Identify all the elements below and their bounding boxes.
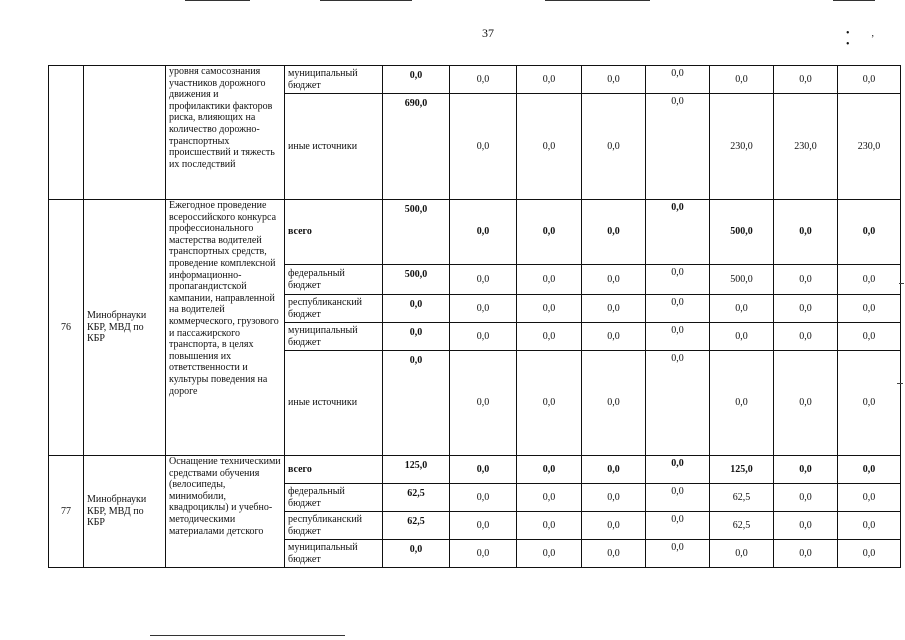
year-value-cell: 0,0 xyxy=(517,265,582,295)
year-value-cell: 0,0 xyxy=(517,200,582,265)
year-value-cell: 0,0 xyxy=(582,512,646,540)
year-value-cell: 0,0 xyxy=(450,351,517,456)
table-row xyxy=(49,456,901,484)
funding-source-cell: муниципальный бюджет xyxy=(285,66,383,94)
year-value-cell: 0,0 xyxy=(517,295,582,323)
year-value-cell: 0,0 xyxy=(774,66,838,94)
funding-source-cell: муниципальный бюджет xyxy=(285,323,383,351)
year-value-cell: 0,0 xyxy=(838,295,901,323)
year-value-cell: 0,0 xyxy=(582,265,646,295)
funding-source-cell: всего xyxy=(285,200,383,265)
table-body xyxy=(49,66,901,568)
total-value-cell: 125,0 xyxy=(383,456,450,484)
funding-table xyxy=(48,65,901,568)
year-value-cell: 0,0 xyxy=(646,512,710,540)
executor-cell xyxy=(84,66,166,200)
year-value-cell: 0,0 xyxy=(646,265,710,295)
year-value-cell: 0,0 xyxy=(517,351,582,456)
margin-tick-1 xyxy=(899,283,904,284)
total-value-cell: 62,5 xyxy=(383,512,450,540)
year-value-cell: 0,0 xyxy=(450,200,517,265)
row-number xyxy=(49,66,84,200)
year-value-cell: 0,0 xyxy=(450,456,517,484)
year-value-cell: 0,0 xyxy=(838,456,901,484)
corner-marks: •, • xyxy=(846,28,897,50)
year-value-cell: 0,0 xyxy=(646,351,710,456)
total-value-cell: 0,0 xyxy=(383,66,450,94)
year-value-cell: 0,0 xyxy=(838,200,901,265)
year-value-cell: 0,0 xyxy=(582,295,646,323)
year-value-cell: 0,0 xyxy=(582,456,646,484)
top-rule-right xyxy=(545,0,650,1)
total-value-cell: 500,0 xyxy=(383,200,450,265)
year-value-cell: 0,0 xyxy=(450,540,517,568)
year-value-cell: 0,0 xyxy=(710,351,774,456)
year-value-cell: 230,0 xyxy=(710,94,774,200)
funding-source-cell: республиканский бюджет xyxy=(285,512,383,540)
total-value-cell: 62,5 xyxy=(383,484,450,512)
year-value-cell: 0,0 xyxy=(517,323,582,351)
year-value-cell: 0,0 xyxy=(838,512,901,540)
year-value-cell: 0,0 xyxy=(774,456,838,484)
year-value-cell: 0,0 xyxy=(774,512,838,540)
year-value-cell: 0,0 xyxy=(774,200,838,265)
year-value-cell: 0,0 xyxy=(646,456,710,484)
total-value-cell: 0,0 xyxy=(383,323,450,351)
total-value-cell: 500,0 xyxy=(383,265,450,295)
funding-source-cell: муниципальный бюджет xyxy=(285,540,383,568)
year-value-cell: 0,0 xyxy=(582,94,646,200)
funding-source-cell: иные источники xyxy=(285,351,383,456)
description-cell: уровня самосознания участников дорожного движения и профилактики факторов риска, влияющих на количество дорожно-транспортных происшествий и тяжесть их последствий xyxy=(166,66,285,200)
year-value-cell: 0,0 xyxy=(838,265,901,295)
page-number: 37 xyxy=(482,26,494,40)
row-number: 77 xyxy=(49,456,84,568)
year-value-cell: 0,0 xyxy=(774,295,838,323)
year-value-cell: 0,0 xyxy=(646,540,710,568)
year-value-cell: 0,0 xyxy=(517,512,582,540)
year-value-cell: 0,0 xyxy=(646,66,710,94)
year-value-cell: 0,0 xyxy=(450,66,517,94)
year-value-cell: 0,0 xyxy=(774,323,838,351)
year-value-cell: 0,0 xyxy=(517,540,582,568)
year-value-cell: 0,0 xyxy=(582,66,646,94)
year-value-cell: 0,0 xyxy=(450,484,517,512)
year-value-cell: 0,0 xyxy=(774,351,838,456)
year-value-cell: 62,5 xyxy=(710,484,774,512)
year-value-cell: 0,0 xyxy=(646,94,710,200)
year-value-cell: 0,0 xyxy=(710,66,774,94)
year-value-cell: 0,0 xyxy=(582,484,646,512)
year-value-cell: 0,0 xyxy=(838,323,901,351)
year-value-cell: 0,0 xyxy=(450,295,517,323)
year-value-cell: 0,0 xyxy=(710,295,774,323)
year-value-cell: 0,0 xyxy=(517,66,582,94)
description-cell: Ежегодное проведение всероссийского конкурса профессионального мастерства водителей транспортных средств, проведение комплексной информационно-пропагандистской кампании, направленной на водителей коммерческого, грузового и пассажирского транспорта, в целях повышения их ответственности и культуры поведения на дороге xyxy=(166,200,285,456)
year-value-cell: 0,0 xyxy=(646,295,710,323)
year-value-cell: 0,0 xyxy=(517,456,582,484)
year-value-cell: 0,0 xyxy=(838,351,901,456)
year-value-cell: 0,0 xyxy=(450,94,517,200)
funding-source-cell: федеральный бюджет xyxy=(285,484,383,512)
bottom-rule xyxy=(150,635,345,636)
description-cell: Оснащение техническими средствами обучения (велосипеды, минимобили, квадроциклы) и учебно-методическими материалами детского xyxy=(166,456,285,568)
year-value-cell: 0,0 xyxy=(450,265,517,295)
year-value-cell: 0,0 xyxy=(838,540,901,568)
row-number: 76 xyxy=(49,200,84,456)
funding-source-cell: федеральный бюджет xyxy=(285,265,383,295)
year-value-cell: 0,0 xyxy=(517,94,582,200)
funding-source-cell: иные источники xyxy=(285,94,383,200)
year-value-cell: 0,0 xyxy=(582,351,646,456)
year-value-cell: 62,5 xyxy=(710,512,774,540)
year-value-cell: 0,0 xyxy=(774,265,838,295)
year-value-cell: 0,0 xyxy=(710,323,774,351)
year-value-cell: 0,0 xyxy=(838,66,901,94)
year-value-cell: 0,0 xyxy=(582,540,646,568)
year-value-cell: 0,0 xyxy=(450,323,517,351)
year-value-cell: 0,0 xyxy=(838,484,901,512)
funding-source-cell: республиканский бюджет xyxy=(285,295,383,323)
total-value-cell: 0,0 xyxy=(383,295,450,323)
year-value-cell: 0,0 xyxy=(450,512,517,540)
top-rule-far xyxy=(833,0,875,1)
year-value-cell: 0,0 xyxy=(517,484,582,512)
year-value-cell: 230,0 xyxy=(774,94,838,200)
year-value-cell: 0,0 xyxy=(646,200,710,265)
year-value-cell: 0,0 xyxy=(774,540,838,568)
top-rule-left xyxy=(185,0,250,1)
year-value-cell: 125,0 xyxy=(710,456,774,484)
year-value-cell: 0,0 xyxy=(646,323,710,351)
top-rule-mid xyxy=(320,0,412,1)
year-value-cell: 230,0 xyxy=(838,94,901,200)
year-value-cell: 500,0 xyxy=(710,265,774,295)
total-value-cell: 0,0 xyxy=(383,351,450,456)
year-value-cell: 0,0 xyxy=(774,484,838,512)
total-value-cell: 0,0 xyxy=(383,540,450,568)
executor-cell: Минобрнауки КБР, МВД по КБР xyxy=(84,200,166,456)
year-value-cell: 0,0 xyxy=(582,200,646,265)
year-value-cell: 0,0 xyxy=(710,540,774,568)
total-value-cell: 690,0 xyxy=(383,94,450,200)
year-value-cell: 500,0 xyxy=(710,200,774,265)
year-value-cell: 0,0 xyxy=(582,323,646,351)
table-row xyxy=(49,66,901,94)
executor-cell: Минобрнауки КБР, МВД по КБР xyxy=(84,456,166,568)
year-value-cell: 0,0 xyxy=(646,484,710,512)
margin-tick-2 xyxy=(897,383,903,384)
funding-source-cell: всего xyxy=(285,456,383,484)
table-row xyxy=(49,200,901,265)
